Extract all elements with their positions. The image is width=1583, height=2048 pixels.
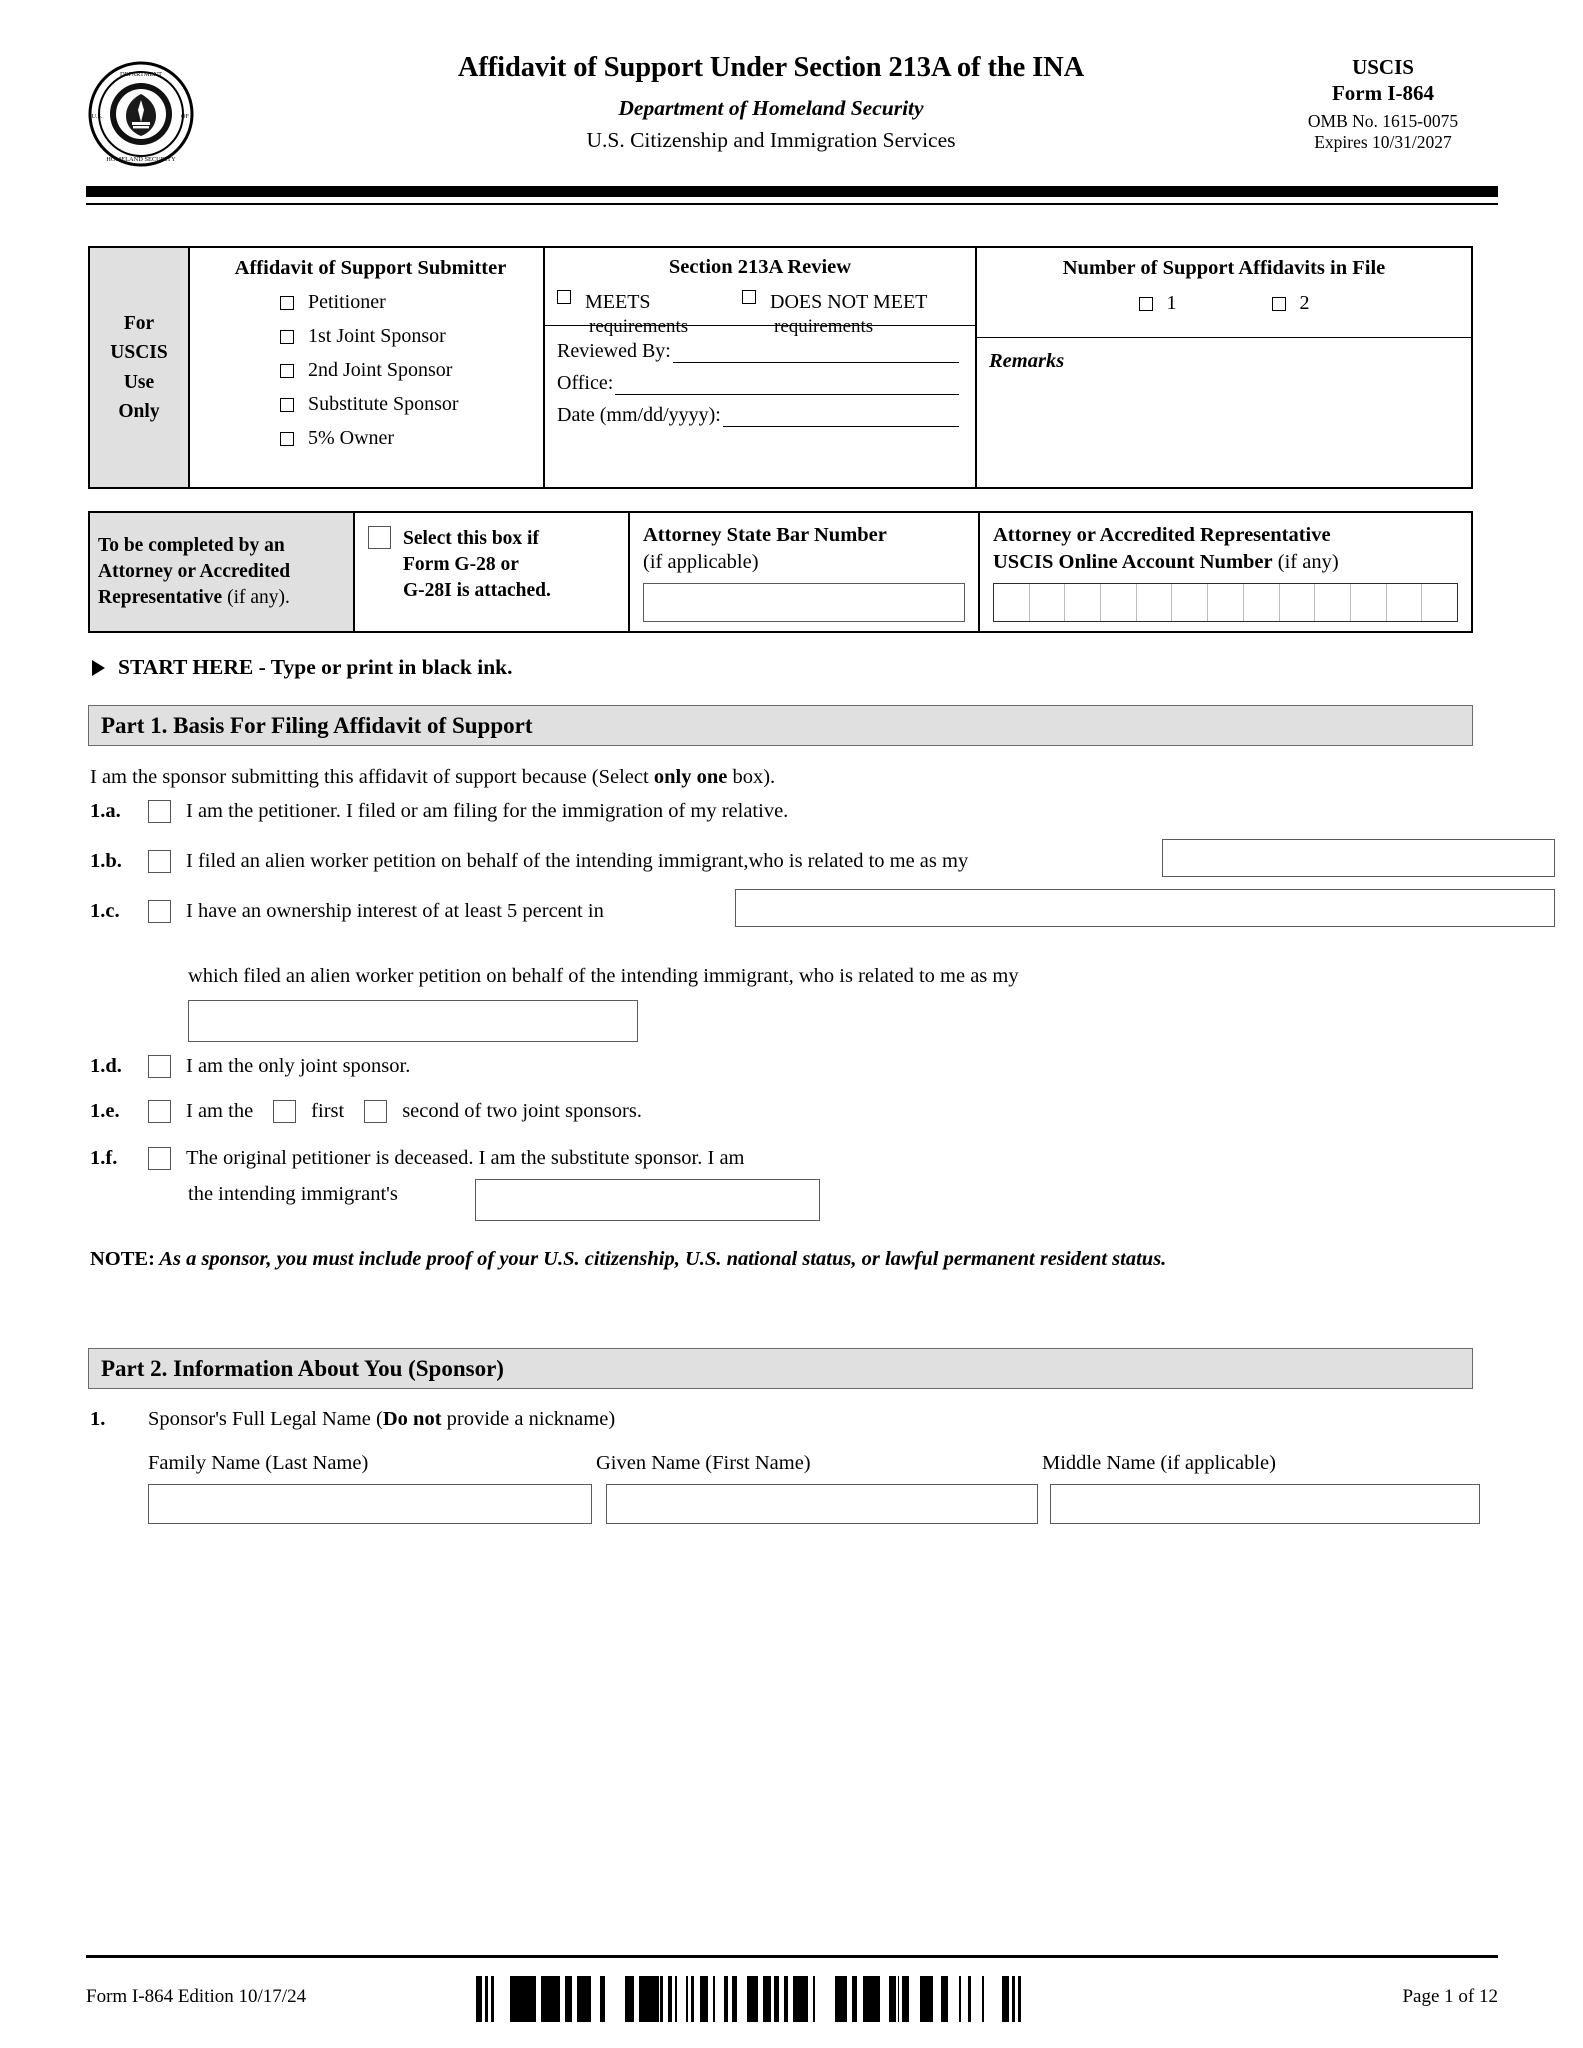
online-account-cell[interactable] <box>1351 584 1387 621</box>
submitter-option-label: 5% Owner <box>308 427 395 449</box>
footer-rule <box>86 1955 1498 1958</box>
note-text: As a sponsor, you must include proof of your U.S. citizenship, U.S. national status, or lawful permanent resident status. <box>154 1248 1167 1270</box>
review-date-input[interactable] <box>723 409 959 427</box>
middle-name-label: Middle Name (if applicable) <box>1042 1452 1276 1474</box>
part-2-q1-post: provide a nickname) <box>441 1408 616 1430</box>
item-1c-label-line-2: which filed an alien worker petition on behalf of the intending immigrant, who is related to me as my <box>188 965 1019 987</box>
uscis-label-line-3: Use <box>123 371 155 393</box>
attorney-label-normal: (if any). <box>222 586 290 608</box>
checkbox-icon[interactable] <box>280 364 294 378</box>
online-account-cell[interactable] <box>1208 584 1244 621</box>
item-1b-relationship-input[interactable] <box>1162 839 1555 877</box>
affidavit-count-label: 2 <box>1299 292 1310 314</box>
submitter-option-substitute-sponsor[interactable] <box>190 393 543 416</box>
item-1c-number: 1.c. <box>90 900 120 922</box>
checkbox-icon[interactable] <box>280 330 294 344</box>
online-account-cell[interactable] <box>994 584 1030 621</box>
part-2-heading: Part 2. Information About You (Sponsor) <box>88 1348 1473 1389</box>
item-1f-relationship-input[interactable] <box>475 1179 820 1221</box>
item-1c <box>90 900 604 923</box>
online-account-label-line-1: Attorney or Accredited Representative <box>993 524 1331 546</box>
part-2-q1-emphasis: Do not <box>382 1408 442 1430</box>
office-input[interactable] <box>615 377 959 395</box>
submitter-option-5-percent-owner[interactable] <box>190 427 543 450</box>
online-account-cell[interactable] <box>1387 584 1423 621</box>
online-account-cell[interactable] <box>1065 584 1101 621</box>
submitter-option-1st-joint-sponsor[interactable] <box>190 325 543 348</box>
checkbox-icon[interactable] <box>280 432 294 446</box>
affidavit-count-block <box>977 248 1471 338</box>
review-entry-lines <box>545 326 975 427</box>
svg-text:HOMELAND SECURITY: HOMELAND SECURITY <box>106 156 176 163</box>
part-1-heading: Part 1. Basis For Filing Affidavit of Support <box>88 705 1473 746</box>
online-account-cell[interactable] <box>1315 584 1351 621</box>
online-account-cell[interactable] <box>1280 584 1316 621</box>
item-1d-checkbox-icon[interactable] <box>148 1055 171 1078</box>
online-account-cell[interactable] <box>1172 584 1208 621</box>
online-account-cell[interactable] <box>1137 584 1173 621</box>
uscis-label-line-1: For <box>123 313 155 334</box>
reviewed-by-input[interactable] <box>673 345 959 363</box>
affidavit-count-option-2[interactable] <box>1272 292 1310 315</box>
header-thick-rule <box>86 186 1498 197</box>
item-1f-number: 1.f. <box>90 1147 118 1169</box>
review-top <box>545 248 975 337</box>
item-1f-label-line-2: the intending immigrant's <box>188 1183 398 1205</box>
attorney-column-label <box>90 513 355 631</box>
reviewed-by-label: Reviewed By: <box>557 340 671 362</box>
item-1b-checkbox-icon[interactable] <box>148 850 171 873</box>
review-option-meets[interactable] <box>557 290 742 339</box>
form-barcode <box>476 1976 1036 2022</box>
department-line: Department of Homeland Security <box>618 95 924 120</box>
family-name-label: Family Name (Last Name) <box>148 1452 369 1474</box>
item-1e <box>90 1100 642 1123</box>
family-name-input[interactable] <box>148 1484 592 1524</box>
middle-name-input[interactable] <box>1050 1484 1480 1524</box>
affidavit-count-options <box>977 292 1471 315</box>
item-1e-second-checkbox-icon[interactable] <box>364 1100 387 1123</box>
section-213a-review-column <box>545 248 977 487</box>
item-1e-label-post: second of two joint sponsors. <box>402 1100 642 1122</box>
checkbox-icon[interactable] <box>1139 297 1153 311</box>
submitter-heading: Affidavit of Support Submitter <box>234 257 507 279</box>
checkbox-icon[interactable] <box>557 290 571 304</box>
attorney-bar-number-label: Attorney State Bar Number <box>643 524 887 546</box>
item-1a-number: 1.a. <box>90 800 121 822</box>
note-lead: NOTE: <box>90 1248 155 1270</box>
checkbox-icon[interactable] <box>280 296 294 310</box>
item-1e-first-checkbox-icon[interactable] <box>273 1100 296 1123</box>
submitter-option-label: 2nd Joint Sponsor <box>308 359 453 381</box>
triangle-pointer-icon <box>92 660 105 676</box>
page-footer <box>86 1972 1498 2028</box>
submitter-option-petitioner[interactable] <box>190 291 543 314</box>
part-1-intro-post: box). <box>727 766 776 788</box>
given-name-input[interactable] <box>606 1484 1038 1524</box>
attorney-label-bold: To be completed by an Attorney or Accredited Representative <box>98 535 291 608</box>
item-1c-label-line-1: I have an ownership interest of at least 5 percent in <box>186 900 604 922</box>
item-1e-first-label: first <box>311 1100 345 1122</box>
online-account-cell[interactable] <box>1030 584 1066 621</box>
svg-text:DEPARTMENT: DEPARTMENT <box>120 71 162 78</box>
item-1e-checkbox-icon[interactable] <box>148 1100 171 1123</box>
dhs-seal-icon <box>86 60 196 168</box>
affidavit-count-column <box>977 248 1471 487</box>
g28-checkbox-icon[interactable] <box>368 526 391 549</box>
item-1d <box>90 1055 410 1078</box>
review-option-label: MEETS <box>585 291 651 313</box>
review-option-label: DOES NOT MEET <box>770 291 928 313</box>
submitter-column <box>190 248 545 487</box>
part-1-intro-pre: I am the sponsor submitting this affidavit of support because (Select <box>90 766 654 788</box>
barcode-bar <box>1018 1976 1021 2022</box>
page-title: Affidavit of Support Under Section 213A of the INA <box>457 52 1085 83</box>
form-edition: Form I-864 Edition 10/17/24 <box>86 1986 307 2007</box>
submitter-option-label: 1st Joint Sponsor <box>308 325 446 347</box>
item-1b-label: I filed an alien worker petition on behalf of the intending immigrant,who is related to me as my <box>186 850 969 872</box>
svg-text:OF: OF <box>181 113 189 120</box>
online-account-cell[interactable] <box>1244 584 1280 621</box>
agency-line: U.S. Citizenship and Immigration Services <box>586 127 956 152</box>
review-option-sublabel: requirements <box>589 316 689 337</box>
g28-label-line-3: G-28I is attached. <box>403 579 551 601</box>
form-number: Form I-864 <box>1331 81 1435 106</box>
omb-block <box>1268 54 1498 154</box>
online-account-label-line-2: USCIS Online Account Number <box>993 550 1273 573</box>
checkbox-icon[interactable] <box>742 290 756 304</box>
online-account-cell[interactable] <box>1422 584 1457 621</box>
item-1a-checkbox-icon[interactable] <box>148 800 171 823</box>
item-1d-label: I am the only joint sponsor. <box>186 1055 411 1077</box>
item-1f-label-line-1: The original petitioner is deceased. I am the substitute sponsor. I am <box>186 1147 745 1169</box>
review-date-label: Date (mm/dd/yyyy): <box>557 404 721 426</box>
page-header <box>86 52 1498 170</box>
item-1d-number: 1.d. <box>90 1055 122 1077</box>
affidavit-count-heading: Number of Support Affidavits in File <box>1062 257 1386 279</box>
submitter-option-label: Substitute Sponsor <box>308 393 459 415</box>
part-1-intro <box>90 766 775 789</box>
barcode-bar <box>1002 1976 1009 2022</box>
affidavit-count-label: 1 <box>1166 292 1177 314</box>
attorney-bar-number-sublabel: (if applicable) <box>643 550 759 573</box>
online-account-cell[interactable] <box>1101 584 1137 621</box>
review-option-sublabel: requirements <box>774 316 874 337</box>
attorney-online-account-input[interactable] <box>993 583 1458 622</box>
omb-expiration: Expires 10/31/2027 <box>1314 132 1452 153</box>
item-1b-number: 1.b. <box>90 850 122 872</box>
sponsor-name-fields <box>148 1484 1480 1524</box>
g28-checkbox-cell[interactable] <box>355 513 630 631</box>
agency-short: USCIS <box>1352 55 1414 79</box>
item-1e-label-pre: I am the <box>186 1100 254 1122</box>
attorney-online-account-cell <box>980 513 1471 631</box>
affidavit-count-option-1[interactable] <box>1139 292 1177 315</box>
review-options <box>545 290 975 339</box>
item-1f <box>90 1147 745 1205</box>
office-row[interactable] <box>557 372 975 395</box>
item-1a <box>90 800 788 823</box>
uscis-use-only-table <box>88 246 1473 489</box>
item-1c-continued <box>90 965 1019 988</box>
g28-label-line-1: Select this box if <box>403 528 539 549</box>
attorney-bar-number-input[interactable] <box>643 583 965 622</box>
item-1c-entity-input[interactable] <box>735 889 1555 927</box>
item-1f-checkbox-icon[interactable] <box>148 1147 171 1170</box>
submitter-option-label: Petitioner <box>308 291 386 313</box>
omb-number: OMB No. 1615-0075 <box>1307 110 1459 131</box>
item-1c-checkbox-icon[interactable] <box>148 900 171 923</box>
title-block <box>286 52 1256 153</box>
office-label: Office: <box>557 372 614 394</box>
review-heading: Section 213A Review <box>668 256 852 278</box>
attorney-section <box>88 511 1473 633</box>
online-account-sublabel: (if any) <box>1272 550 1339 573</box>
checkbox-icon[interactable] <box>1272 297 1286 311</box>
review-option-does-not-meet[interactable] <box>742 290 927 339</box>
header-thin-rule <box>86 203 1498 205</box>
uscis-use-only-label <box>90 248 190 487</box>
svg-text:U.S.: U.S. <box>91 113 103 120</box>
uscis-label-line-2: USCIS <box>110 342 168 364</box>
reviewed-by-row[interactable] <box>557 340 975 363</box>
start-here-banner <box>92 655 513 680</box>
remarks-label: Remarks <box>989 350 1065 372</box>
item-1b <box>90 850 968 873</box>
attorney-bar-number-cell <box>630 513 980 631</box>
item-1e-number: 1.e. <box>90 1100 120 1122</box>
g28-label-line-2: Form G-28 or <box>403 553 519 575</box>
part-2-q1-pre: Sponsor's Full Legal Name ( <box>148 1408 383 1430</box>
part-2-question-1 <box>90 1408 615 1431</box>
uscis-label-line-4: Only <box>118 400 160 422</box>
checkbox-icon[interactable] <box>280 398 294 412</box>
part-1-intro-emphasis: only one <box>653 766 728 788</box>
part-1-note <box>90 1245 1480 1275</box>
submitter-option-2nd-joint-sponsor[interactable] <box>190 359 543 382</box>
page-number: Page 1 of 12 <box>1402 1986 1498 2007</box>
item-1c-relationship-input[interactable] <box>188 1000 638 1042</box>
given-name-label: Given Name (First Name) <box>596 1452 811 1474</box>
start-here-text: START HERE - Type or print in black ink. <box>118 655 513 679</box>
item-1a-label: I am the petitioner. I filed or am filing for the immigration of my relative. <box>186 800 789 822</box>
review-date-row[interactable] <box>557 404 975 427</box>
part-2-q1-number: 1. <box>90 1408 106 1430</box>
